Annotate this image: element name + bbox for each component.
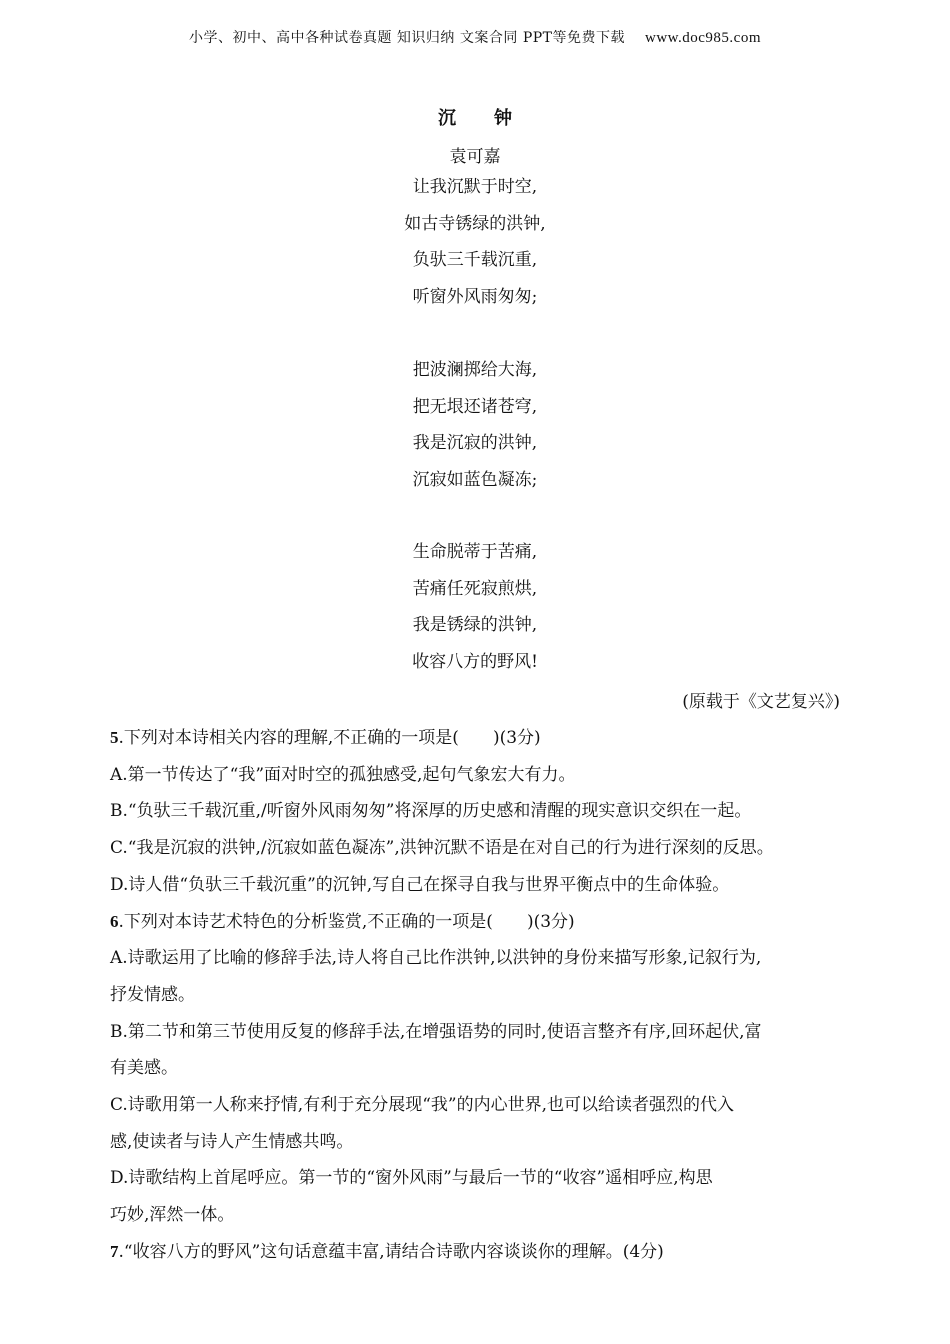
poem-line: 沉寂如蓝色凝冻; [412,469,538,490]
question-5-option-c: C.“我是沉寂的洪钟,/沉寂如蓝色凝冻”,洪钟沉默不语是在对自己的行为进行深刻的反思。 [110,838,774,859]
poem-line: 我是锈绿的洪钟, [412,615,538,635]
question-6-option-d-line2: 巧妙,浑然一体。 [110,1205,235,1226]
question-6-option-b-line1: B.第二节和第三节使用反复的修辞手法,在增强语势的同时,使语言整齐有序,回环起伏,富 [110,1021,762,1042]
page-header [0,27,950,47]
poem-line: 如古寺锈绿的洪钟, [404,213,546,234]
question-6-option-b-line2: 有美感。 [110,1058,178,1079]
question-stem-text: .下列对本诗相关内容的理解,不正确的一项是( [118,728,459,748]
question-5-option-b: B.“负驮三千载沉重,/听窗外风雨匆匆”将深厚的历史感和清醒的现实意识交织在一起。 [110,801,752,822]
poem-title-part1: 沉 [438,108,456,129]
poem-line: 我是沉寂的洪钟, [412,433,538,453]
question-score: )(3分) [526,911,575,932]
poem-source: (原载于《文艺复兴》) [682,692,840,712]
question-number: 5 [110,728,119,747]
question-5-option-d: D.诗人借“负驮三千载沉重”的沉钟,写自己在探寻自我与世界平衡点中的生命体验。 [110,874,730,895]
question-6-stem [110,904,855,941]
question-number: 6 [110,911,119,931]
poem-line: 把波澜掷给大海, [412,360,538,380]
questions-section [110,720,855,1271]
poem-line: 负驮三千载沉重, [412,250,538,270]
question-6-option-a-line1: A.诗歌运用了比喻的修辞手法,诗人将自己比作洪钟,以洪钟的身份来描写形象,记叙行为, [110,948,762,969]
question-5-stem [110,720,855,757]
poem-line: 生命脱蒂于苦痛, [412,542,538,562]
question-5-option-a: A.第一节传达了“我”面对时空的孤独感受,起句气象宏大有力。 [110,764,576,785]
poem-stanza-1 [0,169,950,315]
header-text: 小学、初中、高中各种试卷真题 知识归纳 文案合同 PPT等免费下载 [188,30,625,46]
question-7-stem [110,1234,855,1271]
question-6-option-a-line2: 抒发情感。 [110,984,195,1005]
question-score: )(3分) [492,728,541,748]
poem-line: 让我沉默于时空, [412,177,538,197]
question-6-option-d-line1: D.诗歌结构上首尾呼应。第一节的“窗外风雨”与最后一节的“收容”遥相呼应,构思 [110,1168,713,1189]
poem-line: 收容八方的野风! [412,651,538,672]
poem-line: 把无垠还诸苍穹, [412,396,538,417]
poem-line: 听窗外风雨匆匆; [412,286,538,307]
poem-title-part2: 钟 [494,108,512,129]
header-site: www.doc985.com [645,30,762,46]
poem-title [0,104,950,130]
poem-line: 苦痛任死寂煎烘, [412,578,538,599]
question-stem-text: .下列对本诗艺术特色的分析鉴赏,不正确的一项是( [118,911,493,932]
question-6-option-c-line2: 感,使读者与诗人产生情感共鸣。 [110,1131,354,1152]
question-number: 7 [110,1241,119,1261]
poem-author: 袁可嘉 [449,147,501,167]
question-6-option-c-line1: C.诗歌用第一人称来抒情,有利于充分展现“我”的内心世界,也可以给读者强烈的代入 [110,1095,734,1116]
poem-stanza-2 [0,352,950,498]
question-stem-text: .“收容八方的野风”这句话意蕴丰富,请结合诗歌内容谈谈你的理解。(4分) [118,1241,664,1262]
poem-stanza-3 [0,534,950,680]
